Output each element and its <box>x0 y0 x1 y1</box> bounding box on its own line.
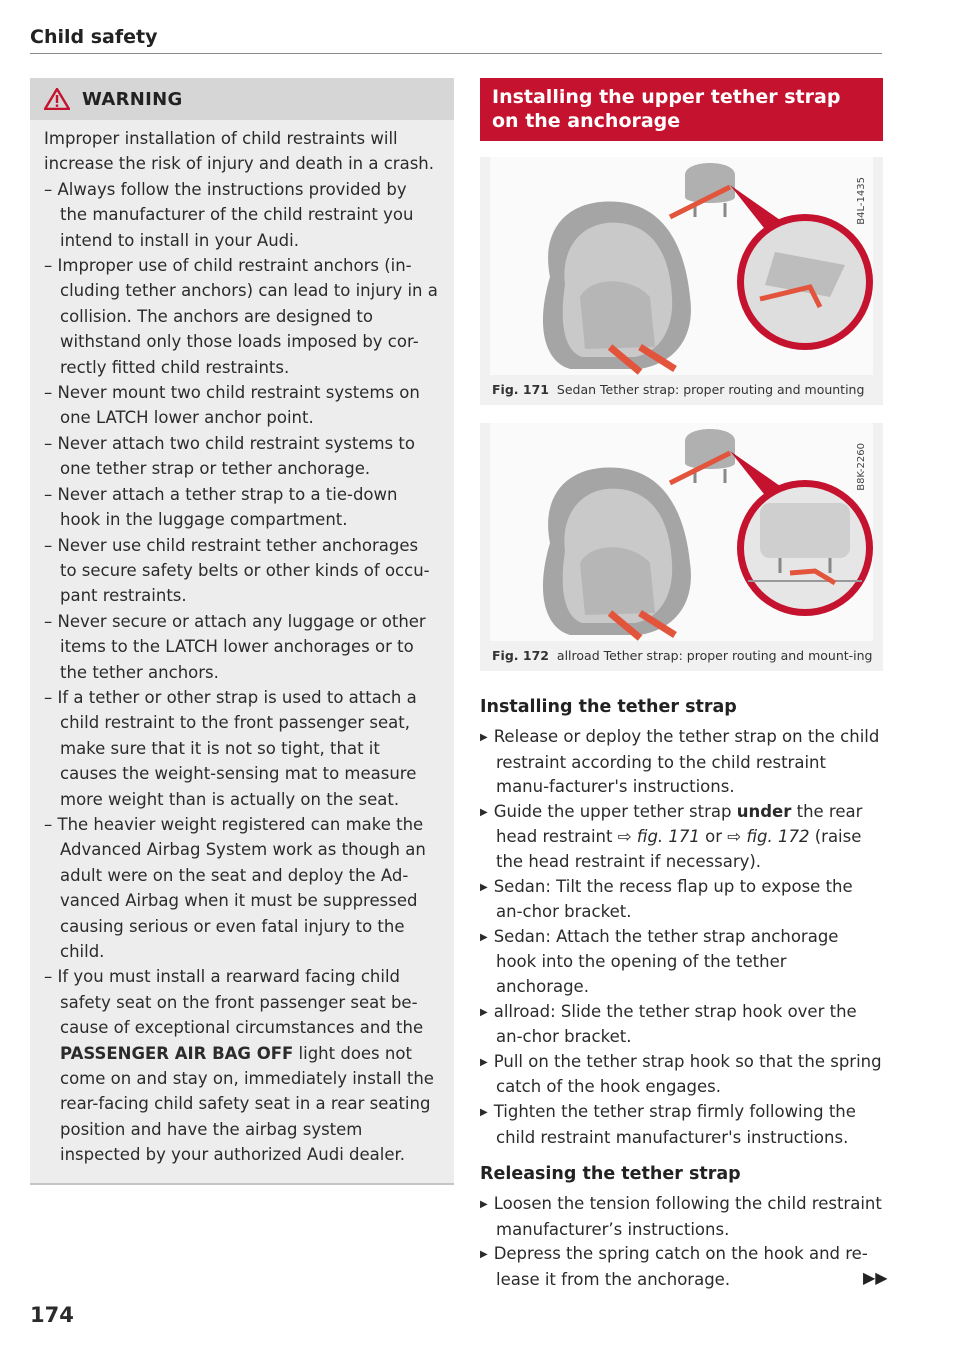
warning-item: – Improper use of child restraint anchors (in-cluding tether anchors) can lead to injury in a collision. The anchors are designed to withstand only those loads imposed by cor-rectly fitted child restraints. <box>44 256 438 377</box>
install-step: ▶ Guide the upper tether strap under the rear head restraint ⇨ fig. 171 or ⇨ fig. 172 (raise the head restraint if necessary). <box>480 801 863 871</box>
install-step: ▶ Tighten the tether strap firmly following the child restraint manufacturer's instructions. <box>480 1101 856 1147</box>
header-divider <box>30 53 882 54</box>
figure-caption: Fig. 172 allroad Tether strap: proper routing and mount-ing <box>492 648 873 663</box>
install-step: ▶ Release or deploy the tether strap on the child restraint according to the child restraint manu-facturer's instructions. <box>480 727 880 797</box>
warning-item: – Never mount two child restraint systems on one LATCH lower anchor point. <box>44 383 420 428</box>
install-step: ▶ allroad: Slide the tether strap hook over the an-chor bracket. <box>480 1001 857 1047</box>
release-step: ▶ Depress the spring catch on the hook and re-lease it from the anchorage. <box>480 1244 868 1289</box>
install-step: ▶ Sedan: Attach the tether strap anchorage hook into the opening of the tether anchorage. <box>480 926 839 996</box>
warning-item: – If a tether or other strap is used to attach a child restraint to the front passenger seat, make sure that it is not so tight, that it causes the weight-sensing mat to measure more weight than is actually on the seat. <box>44 687 417 809</box>
figure-code: B4L-1435 <box>856 177 867 225</box>
airbag-off-label: PASSENGER AIR BAG OFF <box>60 1043 294 1063</box>
warning-header <box>30 78 454 120</box>
warning-triangle-icon <box>44 88 70 110</box>
figure-code: B8K-2260 <box>856 443 867 491</box>
continue-arrow-icon: ▶▶ <box>863 1268 888 1287</box>
installing-heading: Installing the tether strap <box>480 697 737 717</box>
warning-item: – If you must install a rearward facing child safety seat on the front passenger seat be-cause of exceptional circumstances and the PASSENGER AIR BAG OFF light does not come on and stay on, immediately install the rear-facing child safety seat in a rear seating position and have the airbag system inspected by your authorized Audi dealer. <box>44 967 434 1165</box>
warning-item: – The heavier weight registered can make the Advanced Airbag System work as though an adult were on the seat and deploy the Ad-vanced Airbag when it must be suppressed causing serious or even fatal injury to the child. <box>44 814 426 961</box>
warning-item: – Never attach a tether strap to a tie-down hook in the luggage compartment. <box>44 484 398 530</box>
warning-intro: Improper installation of child restraints will increase the risk of injury and death in a crash. <box>44 129 435 174</box>
release-step: ▶ Loosen the tension following the child restraint manufacturer’s instructions. <box>480 1194 882 1239</box>
allroad-tether-illustration <box>490 423 873 641</box>
fig-172-link[interactable]: ⇨ fig. 172 <box>727 827 810 847</box>
warning-box <box>30 78 454 1185</box>
install-step: ▶ Sedan: Tilt the recess flap up to expose the an-chor bracket. <box>480 876 853 922</box>
warning-item: – Never secure or attach any luggage or other items to the LATCH lower anchorages or to the tether anchors. <box>44 611 426 682</box>
warning-item: – Always follow the instructions provided by the manufacturer of the child restraint you intend to install in your Audi. <box>44 179 414 250</box>
figure-171 <box>480 157 883 405</box>
warning-item: – Never use child restraint tether anchorages to secure safety belts or other kinds of occu-pant restraints. <box>44 535 430 606</box>
page-number: 174 <box>30 1303 74 1327</box>
releasing-heading: Releasing the tether strap <box>480 1164 741 1185</box>
page-header: Child safety <box>30 26 158 48</box>
figure-172 <box>480 423 883 671</box>
section-title: Installing the upper tether strap on the anchorage <box>480 78 883 141</box>
fig-171-link[interactable]: ⇨ fig. 171 <box>617 827 700 847</box>
install-step: ▶ Pull on the tether strap hook so that the spring catch of the hook engages. <box>480 1051 882 1097</box>
warning-label: WARNING <box>82 88 183 110</box>
warning-item: – Never attach two child restraint systems to one tether strap or tether anchorage. <box>44 433 415 479</box>
figure-caption: Fig. 171 Sedan Tether strap: proper routing and mounting <box>492 382 865 397</box>
sedan-tether-illustration <box>490 157 873 375</box>
